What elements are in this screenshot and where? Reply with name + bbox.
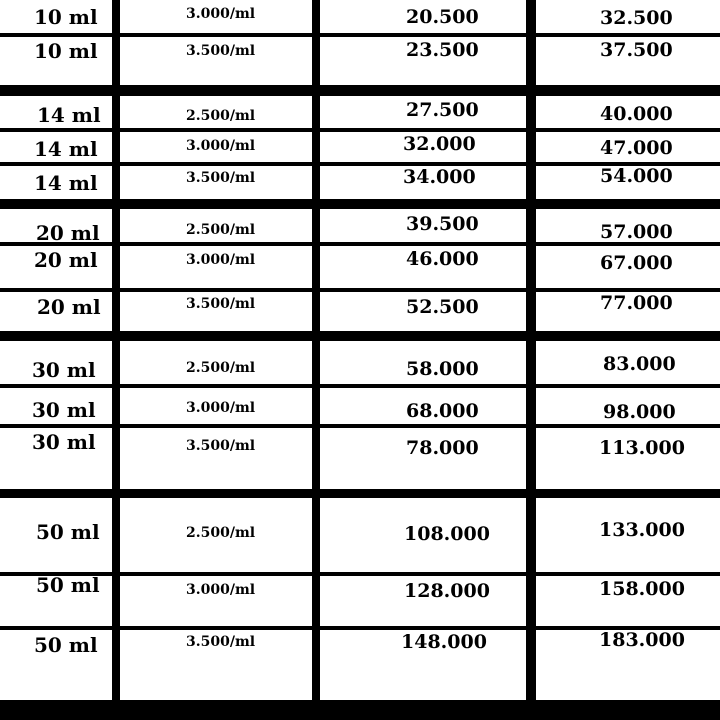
volume-label: 30 ml bbox=[32, 398, 96, 422]
price-value: 67.000 bbox=[600, 252, 673, 274]
rate-per-ml: 3.000/ml bbox=[186, 582, 256, 598]
volume-label: 14 ml bbox=[34, 137, 98, 161]
rate-per-ml: 2.500/ml bbox=[186, 108, 256, 124]
volume-label: 14 ml bbox=[37, 103, 101, 127]
price-value: 32.000 bbox=[403, 133, 476, 155]
rate-per-ml: 3.000/ml bbox=[186, 138, 256, 154]
rate-per-ml: 2.500/ml bbox=[186, 222, 256, 238]
rate-per-ml: 2.500/ml bbox=[186, 525, 256, 541]
rate-per-ml: 3.000/ml bbox=[186, 252, 256, 268]
volume-label: 30 ml bbox=[32, 358, 96, 382]
price-value: 98.000 bbox=[603, 401, 676, 423]
price-value: 32.500 bbox=[600, 7, 673, 29]
price-value: 40.000 bbox=[600, 103, 673, 125]
price-value: 158.000 bbox=[599, 578, 685, 600]
price-value: 46.000 bbox=[406, 248, 479, 270]
volume-label: 20 ml bbox=[37, 295, 101, 319]
price-value: 128.000 bbox=[404, 580, 490, 602]
price-value: 52.500 bbox=[406, 296, 479, 318]
price-value: 39.500 bbox=[406, 213, 479, 235]
price-value: 57.000 bbox=[600, 221, 673, 243]
volume-label: 50 ml bbox=[36, 520, 100, 544]
price-value: 133.000 bbox=[599, 519, 685, 541]
volume-label: 20 ml bbox=[34, 248, 98, 272]
volume-label: 10 ml bbox=[34, 39, 98, 63]
rate-per-ml: 3.000/ml bbox=[186, 400, 256, 416]
rate-per-ml: 3.500/ml bbox=[186, 634, 256, 650]
price-value: 108.000 bbox=[404, 523, 490, 545]
volume-label: 30 ml bbox=[32, 430, 96, 454]
rate-per-ml: 3.500/ml bbox=[186, 438, 256, 454]
price-value: 54.000 bbox=[600, 165, 673, 187]
price-value: 113.000 bbox=[599, 437, 685, 459]
price-value: 27.500 bbox=[406, 99, 479, 121]
price-value: 77.000 bbox=[600, 292, 673, 314]
rate-per-ml: 2.500/ml bbox=[186, 360, 256, 376]
price-value: 47.000 bbox=[600, 137, 673, 159]
volume-label: 14 ml bbox=[34, 171, 98, 195]
price-value: 183.000 bbox=[599, 629, 685, 651]
price-value: 83.000 bbox=[603, 353, 676, 375]
rate-per-ml: 3.000/ml bbox=[186, 6, 256, 22]
price-value: 78.000 bbox=[406, 437, 479, 459]
volume-label: 10 ml bbox=[34, 5, 98, 29]
rate-per-ml: 3.500/ml bbox=[186, 43, 256, 59]
volume-label: 50 ml bbox=[36, 573, 100, 597]
rate-per-ml: 3.500/ml bbox=[186, 170, 256, 186]
price-value: 68.000 bbox=[406, 400, 479, 422]
price-value: 58.000 bbox=[406, 358, 479, 380]
volume-label: 20 ml bbox=[36, 221, 100, 245]
price-value: 34.000 bbox=[403, 166, 476, 188]
price-value: 20.500 bbox=[406, 6, 479, 28]
volume-label: 50 ml bbox=[34, 633, 98, 657]
rate-per-ml: 3.500/ml bbox=[186, 296, 256, 312]
price-value: 37.500 bbox=[600, 39, 673, 61]
price-value: 148.000 bbox=[401, 631, 487, 653]
price-value: 23.500 bbox=[406, 39, 479, 61]
